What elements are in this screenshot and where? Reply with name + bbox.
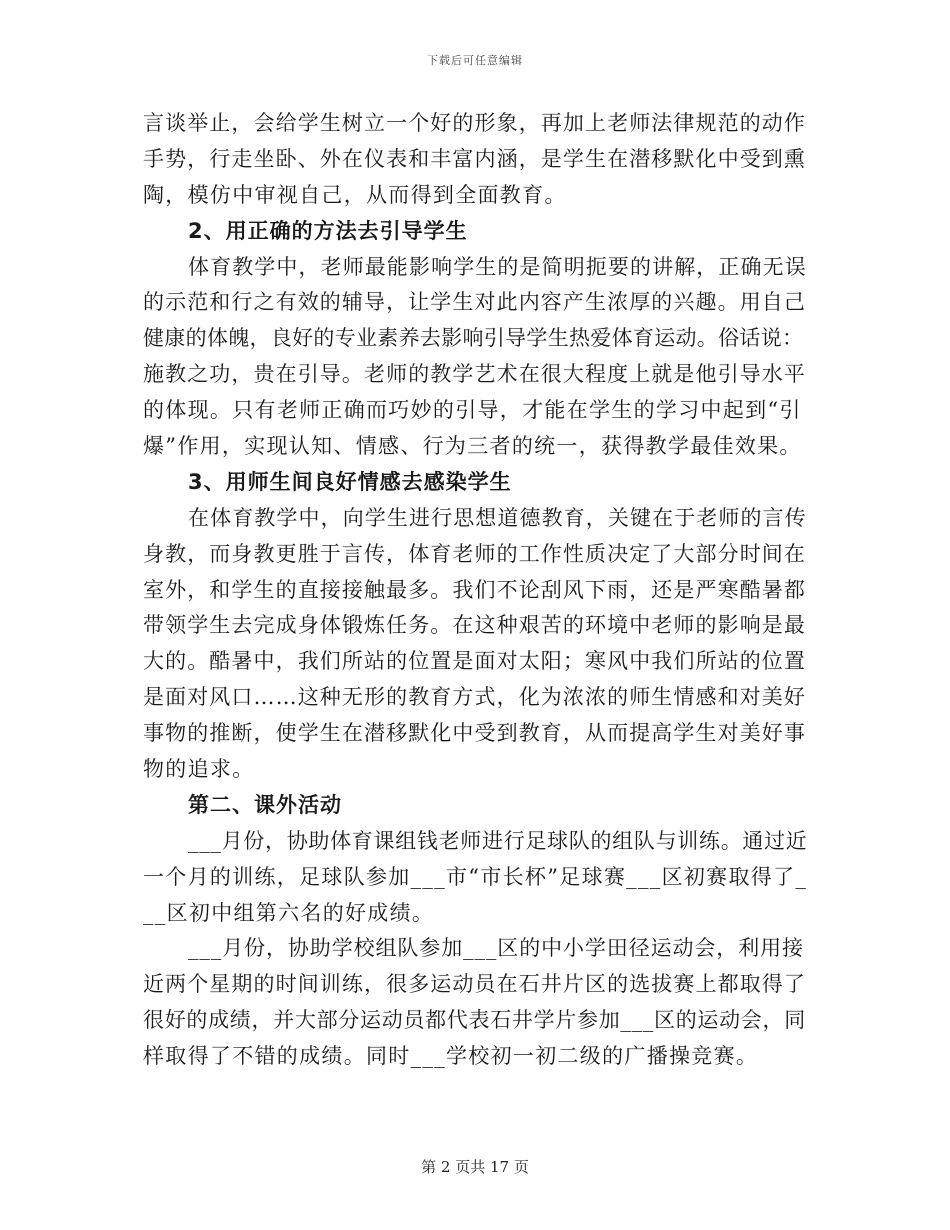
text-line: 室外，和学生的直接接触最多。我们不论刮风下雨，还是严寒酷暑都	[143, 577, 806, 602]
text-line: ___月份，协助学校组队参加___区的中小学田径运动会，利用接	[188, 936, 804, 961]
text-line: 施教之功，贵在引导。老师的教学艺术在很大程度上就是他引导水平	[143, 362, 806, 387]
text-line: 体育教学中，老师最能影响学生的是简明扼要的讲解，正确无误	[188, 254, 807, 279]
document-body	[143, 106, 808, 1075]
text-line: ___月份，协助体育课组钱老师进行足球队的组队与训练。通过近	[188, 828, 808, 853]
text-line: 是面对风口……这种无形的教育方式，化为浓浓的师生情感和对美好	[143, 685, 806, 710]
text-line: __区初中组第六名的好成绩。	[143, 900, 435, 925]
text-line: 的示范和行之有效的辅导，让学生对此内容产生浓厚的兴趣。用自己	[143, 290, 806, 315]
text-line: 一个月的训练，足球队参加___市“市长杯”足球赛___区初赛取得了_	[143, 864, 808, 889]
text-line: 物的追求。	[143, 757, 255, 782]
section-heading: 第二、课外活动	[188, 792, 342, 817]
page-header: 下载后可任意编辑	[427, 54, 523, 67]
text-line: 身教，而身教更胜于言传，体育老师的工作性质决定了大部分时间在	[143, 541, 806, 566]
text-line: 很好的成绩，并大部分运动员都代表石井学片参加___区的运动会，同	[143, 1008, 806, 1033]
text-line: 带领学生去完成身体锻炼任务。在这种艰苦的环境中老师的影响是最	[143, 613, 806, 638]
text-line: 爆”作用，实现认知、情感、行为三者的统一，获得教学最佳效果。	[143, 434, 802, 459]
section-heading: 2、用正确的方法去引导学生	[188, 218, 468, 243]
text-line: 的体现。只有老师正确而巧妙的引导，才能在学生的学习中起到“引	[143, 398, 802, 423]
page-footer: 第 2 页共 17 页	[421, 1158, 529, 1176]
text-line: 事物的推断，使学生在潜移默化中受到教育，从而提高学生对美好事	[143, 721, 806, 746]
section-heading: 3、用师生间良好情感去感染学生	[188, 469, 512, 494]
text-line: 在体育教学中，向学生进行思想道德教育，关键在于老师的言传	[188, 505, 807, 530]
text-line: 健康的体魄，良好的专业素养去影响引导学生热爱体育运动。俗话说：	[143, 326, 804, 351]
text-line: 陶，模仿中审视自己，从而得到全面教育。	[143, 182, 567, 207]
text-line: 言谈举止，会给学生树立一个好的形象，再加上老师法律规范的动作	[143, 111, 806, 135]
text-line: 大的。酷暑中，我们所站的位置是面对太阳；寒风中我们所站的位置	[143, 649, 806, 674]
text-line: 手势，行走坐卧、外在仪表和丰富内涵，是学生在潜移默化中受到熏	[143, 146, 806, 171]
text-line: 近两个星期的时间训练，很多运动员在石井片区的选拔赛上都取得了	[143, 972, 806, 997]
text-line: 样取得了不错的成绩。同时___学校初一初二级的广播操竞赛。	[143, 1044, 759, 1069]
